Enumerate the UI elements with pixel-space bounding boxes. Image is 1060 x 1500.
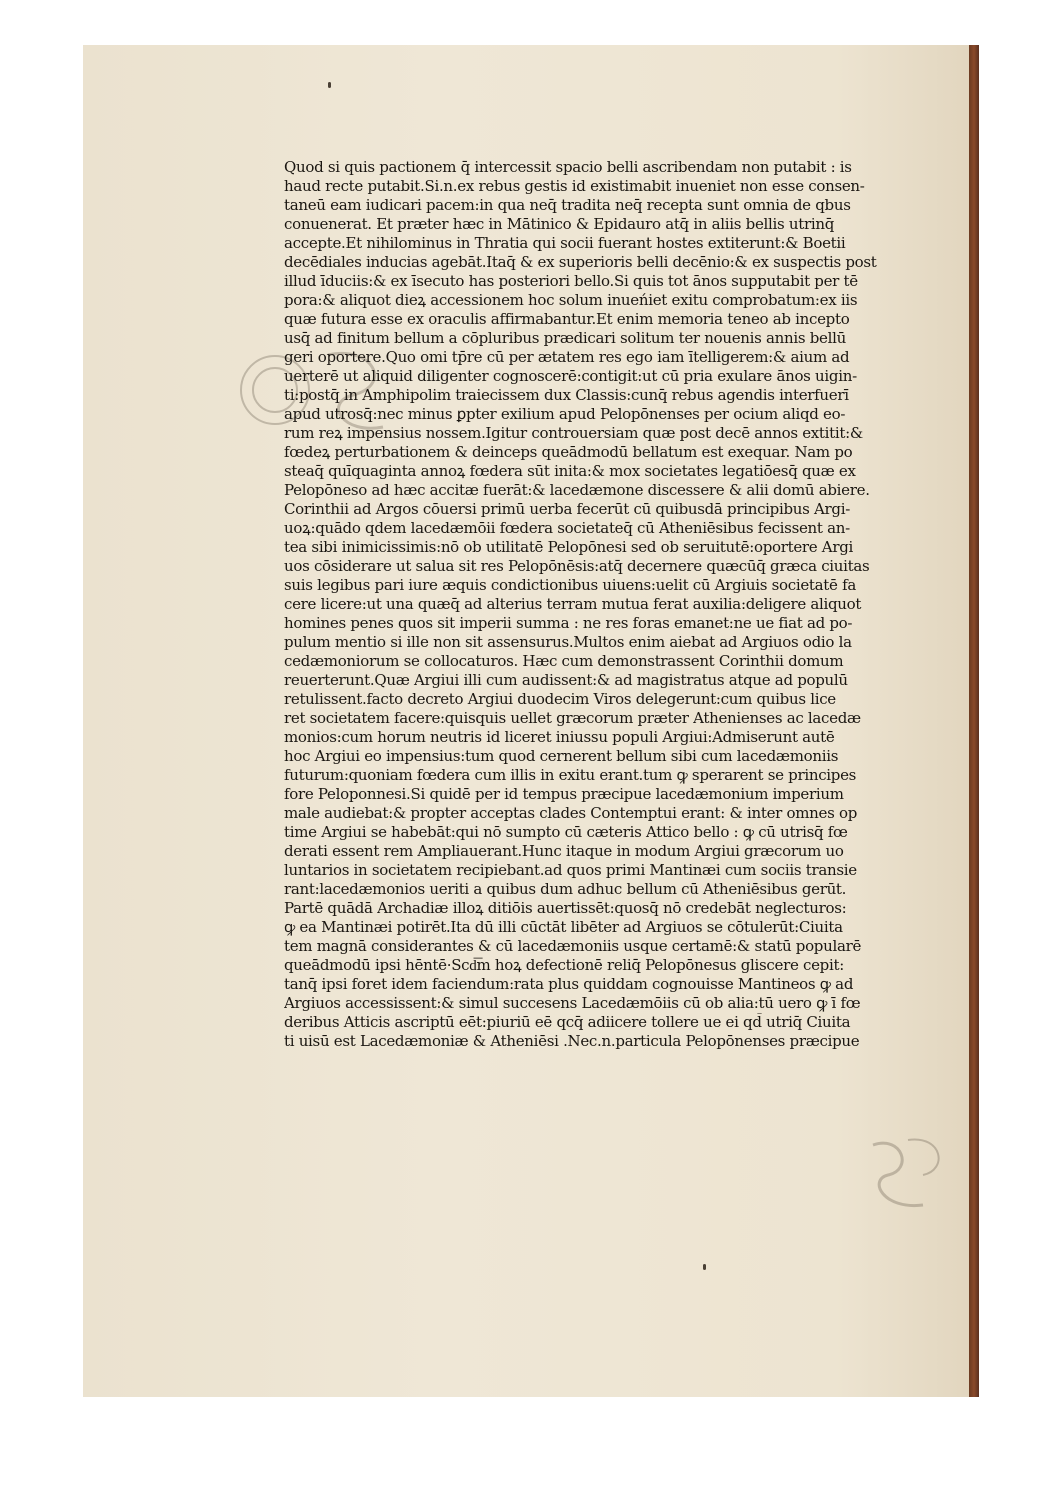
text-line: hoc Argiui eo impensius:tum quod cernerent bellum sibi cum lacedæmoniis bbox=[284, 747, 839, 765]
text-line: fœdeꝝ perturbationem & deinceps queādmodū bellatum est exequar. Nam po bbox=[284, 443, 853, 461]
text-line: cedæmoniorum se collocaturos. Hæc cum demonstrassent Corinthii domum bbox=[284, 652, 844, 670]
ink-speck bbox=[328, 82, 331, 88]
text-line: male audiebat:& propter acceptas clades Contemptui erant: & inter omnes op bbox=[284, 804, 857, 822]
text-line: time Argiui se habebāt:qui nō sumpto cū cæteris Attico bello : ꝙ cū utrisq̄ fœ bbox=[284, 823, 848, 841]
text-line: homines penes quos sit imperii summa : ne res foras emanet:ne ue fiat ad po- bbox=[284, 614, 853, 632]
text-line: Pelopōneso ad hæc accitæ fuerāt:& lacedæmone discessere & alii domū abiere. bbox=[284, 481, 870, 499]
text-line: taneū eam iudicari pacem:in qua neq̄ tradita neq̄ recepta sunt omnia de qbus bbox=[284, 196, 851, 214]
text-line: luntarios in societatem recipiebant.ad quos primi Mantinæi cum sociis transie bbox=[284, 861, 857, 879]
text-line: uerterē ut aliquid diligenter cognoscerē:contigit:ut cū pria exulare ānos uigin- bbox=[284, 367, 857, 385]
text-line: tanq̄ ipsi foret idem faciendum:rata plus quiddam cognouisse Mantineos ꝙ ad bbox=[284, 975, 854, 993]
text-line: ꝙ ea Mantinæi potirēt.Ita dū illi cūctāt libēter ad Argiuos se cōtulerūt:Ciuita bbox=[284, 918, 843, 936]
book-page bbox=[83, 45, 969, 1397]
library-stamp-watermark-small bbox=[863, 1125, 953, 1220]
text-line: conuenerat. Et præter hæc in Mātinico & Epidauro atq̄ in aliis bellis utrinq̄ bbox=[284, 215, 835, 233]
text-line: deribus Atticis ascriptū eēt:piuriū eē qcq̄ adiicere tollere ue ei qd̄ utriq̄ Ciuita bbox=[284, 1013, 851, 1031]
text-line: decēdiales inducias agebāt.Itaq̄ & ex superioris belli decēnio:& ex suspectis post bbox=[284, 253, 877, 271]
text-line: uos cōsiderare ut salua sit res Pelopōnēsis:atq̄ decernere quæcūq̄ græca ciuitas bbox=[284, 557, 870, 575]
text-line: uoꝝ:quādo qdem lacedæmōii fœdera societateq̄ cū Atheniēsibus fecissent an- bbox=[284, 519, 850, 537]
text-line: quæ futura esse ex oraculis affirmabantur.Et enim memoria teneo ab incepto bbox=[284, 310, 850, 328]
text-line: pora:& aliquot dieꝝ accessionem hoc solum inueńiet exitu comprobatum:ex iis bbox=[284, 291, 858, 309]
scan-frame bbox=[83, 45, 979, 1397]
text-line: reuerterunt.Quæ Argiui illi cum audissent:& ad magistratus atque ad populū bbox=[284, 671, 848, 689]
text-line: steaq̄ quīquaginta annoꝝ fœdera sūt inita:& mox societates legatiōesq̄ quæ ex bbox=[284, 462, 856, 480]
text-line: geri oportere.Quo omi tp̄re cū per ætatem res ego iam ītelligerem:& aium ad bbox=[284, 348, 850, 366]
page-edge bbox=[969, 45, 979, 1397]
text-line: pulum mentio si ille non sit assensurus.Multos enim aiebat ad Argiuos odio la bbox=[284, 633, 852, 651]
text-line: haud recte putabit.Si.n.ex rebus gestis id existimabit inueniet non esse consen- bbox=[284, 177, 865, 195]
text-line: illud īduciis:& ex īsecuto has posteriori bello.Si quis tot ānos supputabit per tē bbox=[284, 272, 858, 290]
text-line: tem magnā considerantes & cū lacedæmoniis usque certamē:& statū popularē bbox=[284, 937, 862, 955]
text-line: suis legibus pari iure æquis condictionibus uiuens:uelit cū Argiuis societatē fa bbox=[284, 576, 856, 594]
text-line: cere licere:ut una quæq̄ ad alterius terram mutua ferat auxilia:deligere aliquot bbox=[284, 595, 862, 613]
printed-text-block bbox=[284, 158, 948, 1051]
text-line: apud utrosq̄:nec minus ꝑpter exilium apud Pelopōnenses per ocium aliqd eo- bbox=[284, 405, 846, 423]
ink-speck bbox=[703, 1264, 706, 1270]
text-line: Partē quādā Archadiæ illoꝝ ditiōis auertissēt:quosq̄ nō credebāt neglecturos: bbox=[284, 899, 847, 917]
text-line: Argiuos accessissent:& simul succesens Lacedæmōiis cū ob alia:tū uero ꝙ ī fœ bbox=[284, 994, 861, 1012]
text-line: retulissent.facto decreto Argiui duodecim Viros delegerunt:cum quibus lice bbox=[284, 690, 836, 708]
text-line: ret societatem facere:quisquis uellet græcorum præter Athenienses ac lacedæ bbox=[284, 709, 861, 727]
text-line: queādmodū ipsi hēntē·Scd͞m hoꝝ defectionē reliq̄ Pelopōnesus gliscere cepit: bbox=[284, 956, 844, 974]
text-line: ti:postq̄ in Amphipolim traiecissem dux Classis:cunq̄ rebus agendis interfuerī bbox=[284, 386, 849, 404]
text-line: tea sibi inimicissimis:nō ob utilitatē Pelopōnesi sed ob seruitutē:oportere Argi bbox=[284, 538, 854, 556]
text-line: accepte.Et nihilominus in Thratia qui socii fuerant hostes extiterunt:& Boetii bbox=[284, 234, 846, 252]
text-line: derati essent rem Ampliauerant.Hunc itaque in modum Argiui græcorum uo bbox=[284, 842, 844, 860]
text-line: futurum:quoniam fœdera cum illis in exitu erant.tum ꝙ sperarent se principes bbox=[284, 766, 857, 784]
text-line: fore Peloponnesi.Si quidē per id tempus præcipue lacedæmonium imperium bbox=[284, 785, 844, 803]
text-line: monios:cum horum neutris id liceret iniussu populi Argiui:Admiserunt autē bbox=[284, 728, 835, 746]
text-line: Corinthii ad Argos cōuersi primū uerba fecerūt cū quibusdā principibus Argi- bbox=[284, 500, 850, 518]
text-line: usq̄ ad finitum bellum a cōpluribus prædicari solitum ter nouenis annis bellū bbox=[284, 329, 846, 347]
text-line: rant:lacedæmonios ueriti a quibus dum adhuc bellum cū Atheniēsibus gerūt. bbox=[284, 880, 847, 898]
text-line: Quod si quis pactionem q̄ intercessit spacio belli ascribendam non putabit : is bbox=[284, 158, 852, 176]
text-line: rum reꝝ impensius nossem.Igitur controuersiam quæ post decē annos extitit:& bbox=[284, 424, 863, 442]
text-line: ti uisū est Lacedæmoniæ & Atheniēsi .Nec.n.particula Pelopōnenses præcipue bbox=[284, 1032, 860, 1050]
